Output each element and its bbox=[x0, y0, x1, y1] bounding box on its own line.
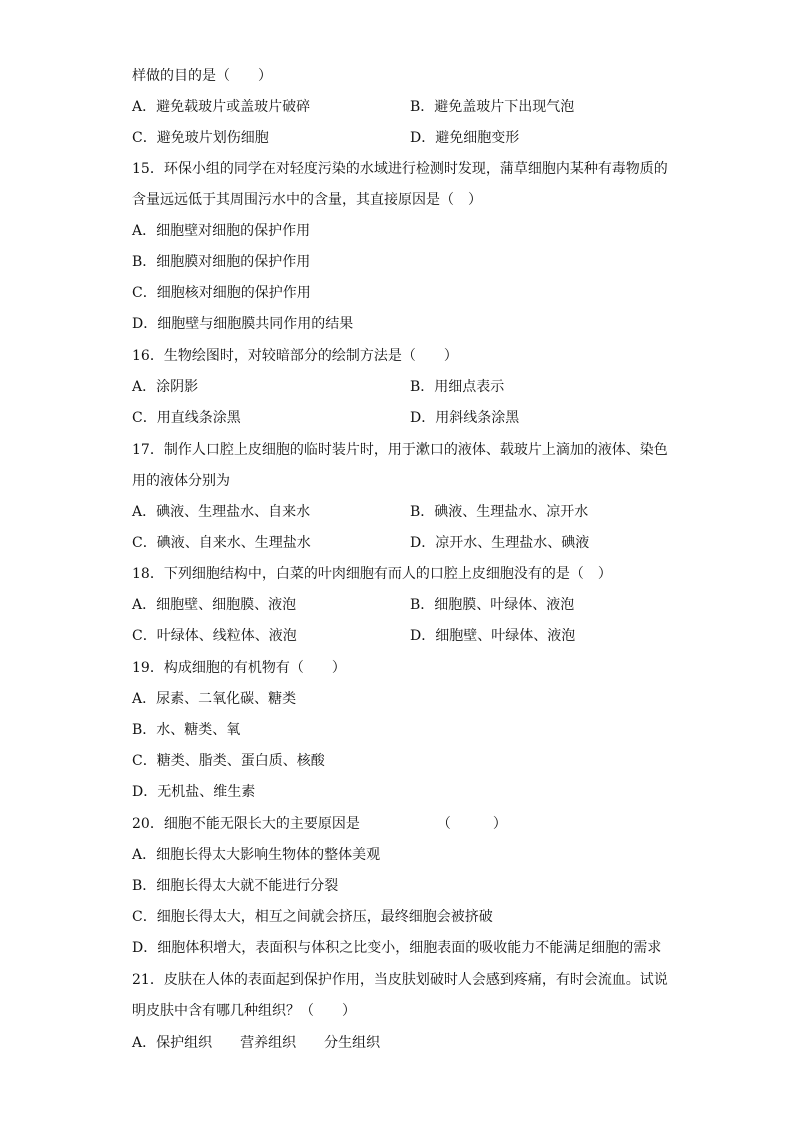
q18-option-c: C．叶绿体、线粒体、液泡 bbox=[132, 628, 297, 644]
q16-option-d: D．用斜线条涂黑 bbox=[410, 410, 520, 426]
q20-option-d: D．细胞体积增大，表面积与体积之比变小，细胞表面的吸收能力不能满足细胞的需求 bbox=[132, 940, 662, 956]
q16-option-c: C．用直线条涂黑 bbox=[132, 410, 241, 426]
q17-option-d: D．凉开水、生理盐水、碘液 bbox=[410, 535, 590, 551]
question-20-stem: 20．细胞不能无限长大的主要原因是 （ ） bbox=[132, 816, 507, 832]
q18-option-a: A．细胞壁、细胞膜、液泡 bbox=[132, 597, 297, 613]
question-21-stem-line2: 明皮肤中含有哪几种组织？（ ） bbox=[132, 1003, 356, 1019]
question-15-stem-line1: 15．环保小组的同学在对轻度污染的水域进行检测时发现，蒲草细胞内某种有毒物质的 bbox=[132, 161, 668, 177]
q17-option-b: B．碘液、生理盐水、凉开水 bbox=[410, 504, 589, 520]
q20-option-a: A．细胞长得太大影响生物体的整体美观 bbox=[132, 847, 381, 863]
q21-option-a: A．保护组织 营养组织 分生组织 bbox=[132, 1035, 381, 1051]
q14-option-d: D．避免细胞变形 bbox=[410, 130, 520, 146]
question-15-stem-line2: 含量远远低于其周围污水中的含量，其直接原因是（ ） bbox=[132, 192, 482, 208]
q19-option-a: A．尿素、二氧化碳、糖类 bbox=[132, 691, 297, 707]
q16-option-b: B．用细点表示 bbox=[410, 379, 505, 395]
q14-option-a: A．避免载玻片或盖玻片破碎 bbox=[132, 99, 311, 115]
question-14-stem-end: 样做的目的是（ ） bbox=[132, 68, 272, 84]
q18-option-b: B．细胞膜、叶绿体、液泡 bbox=[410, 597, 575, 613]
q15-option-a: A．细胞壁对细胞的保护作用 bbox=[132, 223, 311, 239]
question-17-stem-line1: 17．制作人口腔上皮细胞的临时装片时，用于漱口的液体、载玻片上滴加的液体、染色 bbox=[132, 442, 668, 458]
q19-option-b: B．水、糖类、氧 bbox=[132, 722, 241, 738]
question-18-stem: 18．下列细胞结构中，白菜的叶肉细胞有而人的口腔上皮细胞没有的是（ ） bbox=[132, 566, 612, 582]
q20-option-c: C．细胞长得太大，相互之间就会挤压，最终细胞会被挤破 bbox=[132, 909, 493, 925]
q15-option-d: D．细胞壁与细胞膜共同作用的结果 bbox=[132, 316, 354, 332]
question-17-stem-line2: 用的液体分别为 bbox=[132, 473, 230, 489]
q15-option-b: B．细胞膜对细胞的保护作用 bbox=[132, 254, 311, 270]
question-19-stem: 19．构成细胞的有机物有（ ） bbox=[132, 660, 346, 676]
q15-option-c: C．细胞核对细胞的保护作用 bbox=[132, 285, 311, 301]
q17-option-c: C．碘液、自来水、生理盐水 bbox=[132, 535, 311, 551]
q20-option-b: B．细胞长得太大就不能进行分裂 bbox=[132, 878, 339, 894]
q18-option-d: D．细胞壁、叶绿体、液泡 bbox=[410, 628, 576, 644]
q19-option-c: C．糖类、脂类、蛋白质、核酸 bbox=[132, 753, 325, 769]
question-21-stem-line1: 21．皮肤在人体的表面起到保护作用，当皮肤划破时人会感到疼痛，有时会流血。试说 bbox=[132, 972, 668, 988]
q14-option-c: C．避免玻片划伤细胞 bbox=[132, 130, 269, 146]
question-16-stem: 16．生物绘图时，对较暗部分的绘制方法是（ ） bbox=[132, 348, 458, 364]
q17-option-a: A．碘液、生理盐水、自来水 bbox=[132, 504, 311, 520]
q19-option-d: D．无机盐、维生素 bbox=[132, 784, 256, 800]
q16-option-a: A．涂阴影 bbox=[132, 379, 199, 395]
q14-option-b: B．避免盖玻片下出现气泡 bbox=[410, 99, 575, 115]
